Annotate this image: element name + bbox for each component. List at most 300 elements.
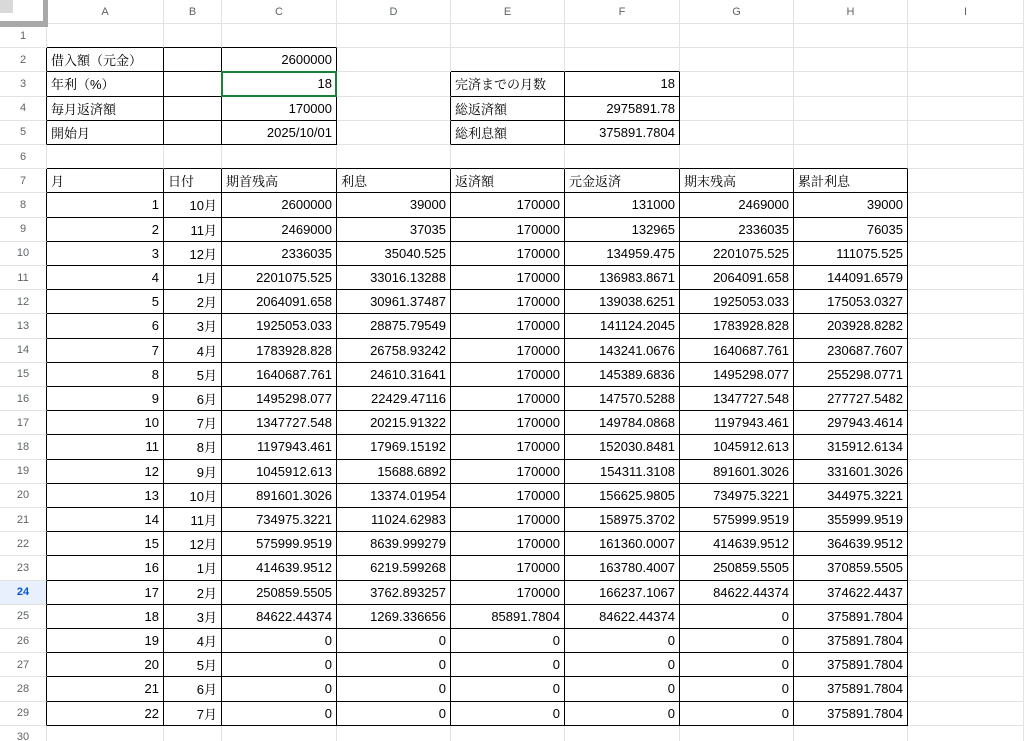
row-header-26[interactable]: 26	[0, 629, 47, 653]
cell-I25[interactable]	[908, 605, 1024, 629]
cell-F8[interactable]: 131000	[565, 193, 680, 217]
cell-C18[interactable]: 1197943.461	[222, 435, 337, 459]
row-header-13[interactable]: 13	[0, 314, 47, 338]
cell-E23[interactable]: 170000	[451, 556, 565, 580]
cell-I17[interactable]	[908, 411, 1024, 435]
cell-H13[interactable]: 203928.8282	[794, 314, 908, 338]
cell-H26[interactable]: 375891.7804	[794, 629, 908, 653]
cell-E24[interactable]: 170000	[451, 581, 565, 605]
cell-B10[interactable]: 12月	[164, 242, 222, 266]
cell-D14[interactable]: 26758.93242	[337, 339, 451, 363]
cell-D17[interactable]: 20215.91322	[337, 411, 451, 435]
cell-A17[interactable]: 10	[47, 411, 164, 435]
cell-I10[interactable]	[908, 242, 1024, 266]
cell-A1[interactable]	[47, 24, 164, 48]
cell-F19[interactable]: 154311.3108	[565, 460, 680, 484]
cell-H18[interactable]: 315912.6134	[794, 435, 908, 459]
cell-C3[interactable]: 18	[222, 72, 337, 96]
cell-C28[interactable]: 0	[222, 677, 337, 701]
cell-C10[interactable]: 2336035	[222, 242, 337, 266]
cell-H15[interactable]: 255298.0771	[794, 363, 908, 387]
cell-G12[interactable]: 1925053.033	[680, 290, 794, 314]
cell-E29[interactable]: 0	[451, 702, 565, 726]
cell-I24[interactable]	[908, 581, 1024, 605]
cell-A18[interactable]: 11	[47, 435, 164, 459]
cell-A8[interactable]: 1	[47, 193, 164, 217]
row-header-4[interactable]: 4	[0, 97, 47, 121]
cell-H3[interactable]	[794, 72, 908, 96]
cell-H7[interactable]: 累計利息	[794, 169, 908, 193]
cell-E21[interactable]: 170000	[451, 508, 565, 532]
cell-D13[interactable]: 28875.79549	[337, 314, 451, 338]
row-header-20[interactable]: 20	[0, 484, 47, 508]
cell-F26[interactable]: 0	[565, 629, 680, 653]
cell-F9[interactable]: 132965	[565, 218, 680, 242]
cell-G20[interactable]: 734975.3221	[680, 484, 794, 508]
cell-G15[interactable]: 1495298.077	[680, 363, 794, 387]
cell-C22[interactable]: 575999.9519	[222, 532, 337, 556]
column-header-F[interactable]: F	[565, 0, 680, 24]
cell-B21[interactable]: 11月	[164, 508, 222, 532]
cell-C16[interactable]: 1495298.077	[222, 387, 337, 411]
cell-G24[interactable]: 84622.44374	[680, 581, 794, 605]
cell-H29[interactable]: 375891.7804	[794, 702, 908, 726]
cell-A9[interactable]: 2	[47, 218, 164, 242]
cell-D26[interactable]: 0	[337, 629, 451, 653]
cell-D25[interactable]: 1269.336656	[337, 605, 451, 629]
cell-C8[interactable]: 2600000	[222, 193, 337, 217]
cell-F23[interactable]: 163780.4007	[565, 556, 680, 580]
cell-D21[interactable]: 11024.62983	[337, 508, 451, 532]
cell-E16[interactable]: 170000	[451, 387, 565, 411]
cell-E11[interactable]: 170000	[451, 266, 565, 290]
cell-A22[interactable]: 15	[47, 532, 164, 556]
cell-I7[interactable]	[908, 169, 1024, 193]
cell-G26[interactable]: 0	[680, 629, 794, 653]
cell-D16[interactable]: 22429.47116	[337, 387, 451, 411]
cell-E8[interactable]: 170000	[451, 193, 565, 217]
cell-G6[interactable]	[680, 145, 794, 169]
cell-C29[interactable]: 0	[222, 702, 337, 726]
row-header-24-active[interactable]: 24	[0, 581, 47, 605]
cell-G2[interactable]	[680, 48, 794, 72]
cell-F29[interactable]: 0	[565, 702, 680, 726]
cell-I9[interactable]	[908, 218, 1024, 242]
cell-C4[interactable]: 170000	[222, 97, 337, 121]
cell-G25[interactable]: 0	[680, 605, 794, 629]
column-header-I[interactable]: I	[908, 0, 1024, 24]
cell-A19[interactable]: 12	[47, 460, 164, 484]
column-header-E[interactable]: E	[451, 0, 565, 24]
cell-H1[interactable]	[794, 24, 908, 48]
cell-A16[interactable]: 9	[47, 387, 164, 411]
cell-G14[interactable]: 1640687.761	[680, 339, 794, 363]
row-header-11[interactable]: 11	[0, 266, 47, 290]
cell-F22[interactable]: 161360.0007	[565, 532, 680, 556]
cell-E28[interactable]: 0	[451, 677, 565, 701]
cell-G7[interactable]: 期末残高	[680, 169, 794, 193]
cell-G3[interactable]	[680, 72, 794, 96]
cell-D28[interactable]: 0	[337, 677, 451, 701]
cell-F27[interactable]: 0	[565, 653, 680, 677]
cell-I12[interactable]	[908, 290, 1024, 314]
cell-F15[interactable]: 145389.6836	[565, 363, 680, 387]
cell-E9[interactable]: 170000	[451, 218, 565, 242]
cell-B12[interactable]: 2月	[164, 290, 222, 314]
cell-D12[interactable]: 30961.37487	[337, 290, 451, 314]
column-header-B[interactable]: B	[164, 0, 222, 24]
cell-F1[interactable]	[565, 24, 680, 48]
row-header-28[interactable]: 28	[0, 677, 47, 701]
cell-I8[interactable]	[908, 193, 1024, 217]
cell-E19[interactable]: 170000	[451, 460, 565, 484]
cell-G11[interactable]: 2064091.658	[680, 266, 794, 290]
cell-H28[interactable]: 375891.7804	[794, 677, 908, 701]
cell-G30[interactable]	[680, 726, 794, 741]
cell-H23[interactable]: 370859.5505	[794, 556, 908, 580]
cell-H5[interactable]	[794, 121, 908, 145]
row-header-16[interactable]: 16	[0, 387, 47, 411]
cell-A27[interactable]: 20	[47, 653, 164, 677]
cell-C7[interactable]: 期首残高	[222, 169, 337, 193]
cell-F30[interactable]	[565, 726, 680, 741]
cell-E13[interactable]: 170000	[451, 314, 565, 338]
cell-A30[interactable]	[47, 726, 164, 741]
column-header-G[interactable]: G	[680, 0, 794, 24]
cell-H20[interactable]: 344975.3221	[794, 484, 908, 508]
cell-F14[interactable]: 143241.0676	[565, 339, 680, 363]
row-header-19[interactable]: 19	[0, 460, 47, 484]
cell-I29[interactable]	[908, 702, 1024, 726]
cell-C20[interactable]: 891601.3026	[222, 484, 337, 508]
cell-C1[interactable]	[222, 24, 337, 48]
cell-D7[interactable]: 利息	[337, 169, 451, 193]
cell-A11[interactable]: 4	[47, 266, 164, 290]
cell-A28[interactable]: 21	[47, 677, 164, 701]
cell-D15[interactable]: 24610.31641	[337, 363, 451, 387]
row-header-7[interactable]: 7	[0, 169, 47, 193]
cell-G29[interactable]: 0	[680, 702, 794, 726]
cell-H24[interactable]: 374622.4437	[794, 581, 908, 605]
cell-B22[interactable]: 12月	[164, 532, 222, 556]
column-header-A[interactable]: A	[47, 0, 164, 24]
cell-B17[interactable]: 7月	[164, 411, 222, 435]
cell-C25[interactable]: 84622.44374	[222, 605, 337, 629]
cell-H30[interactable]	[794, 726, 908, 741]
row-header-21[interactable]: 21	[0, 508, 47, 532]
cell-G18[interactable]: 1045912.613	[680, 435, 794, 459]
cell-F18[interactable]: 152030.8481	[565, 435, 680, 459]
cell-D9[interactable]: 37035	[337, 218, 451, 242]
cell-C5[interactable]: 2025/10/01	[222, 121, 337, 145]
cell-E4[interactable]: 総返済額	[451, 97, 565, 121]
row-header-17[interactable]: 17	[0, 411, 47, 435]
cell-F6[interactable]	[565, 145, 680, 169]
cell-A5[interactable]: 開始月	[47, 121, 164, 145]
cell-I20[interactable]	[908, 484, 1024, 508]
cell-F5[interactable]: 375891.7804	[565, 121, 680, 145]
cell-I27[interactable]	[908, 653, 1024, 677]
cell-H17[interactable]: 297943.4614	[794, 411, 908, 435]
cell-B1[interactable]	[164, 24, 222, 48]
row-header-18[interactable]: 18	[0, 435, 47, 459]
row-header-27[interactable]: 27	[0, 653, 47, 677]
cell-D6[interactable]	[337, 145, 451, 169]
cell-H12[interactable]: 175053.0327	[794, 290, 908, 314]
cell-I30[interactable]	[908, 726, 1024, 741]
cell-A25[interactable]: 18	[47, 605, 164, 629]
cell-B16[interactable]: 6月	[164, 387, 222, 411]
cell-B5[interactable]	[164, 121, 222, 145]
cell-G28[interactable]: 0	[680, 677, 794, 701]
cell-C13[interactable]: 1925053.033	[222, 314, 337, 338]
cell-E27[interactable]: 0	[451, 653, 565, 677]
cell-C2[interactable]: 2600000	[222, 48, 337, 72]
cell-F11[interactable]: 136983.8671	[565, 266, 680, 290]
cell-B27[interactable]: 5月	[164, 653, 222, 677]
cell-I15[interactable]	[908, 363, 1024, 387]
cell-B29[interactable]: 7月	[164, 702, 222, 726]
cell-I22[interactable]	[908, 532, 1024, 556]
cell-D19[interactable]: 15688.6892	[337, 460, 451, 484]
cell-B18[interactable]: 8月	[164, 435, 222, 459]
row-header-15[interactable]: 15	[0, 363, 47, 387]
cell-F21[interactable]: 158975.3702	[565, 508, 680, 532]
cell-C26[interactable]: 0	[222, 629, 337, 653]
cell-A13[interactable]: 6	[47, 314, 164, 338]
cell-C19[interactable]: 1045912.613	[222, 460, 337, 484]
cell-A20[interactable]: 13	[47, 484, 164, 508]
cell-D3[interactable]	[337, 72, 451, 96]
cell-E10[interactable]: 170000	[451, 242, 565, 266]
cell-E25[interactable]: 85891.7804	[451, 605, 565, 629]
cell-H14[interactable]: 230687.7607	[794, 339, 908, 363]
cell-D27[interactable]: 0	[337, 653, 451, 677]
cell-H4[interactable]	[794, 97, 908, 121]
cell-F13[interactable]: 141124.2045	[565, 314, 680, 338]
cell-G21[interactable]: 575999.9519	[680, 508, 794, 532]
cell-D29[interactable]: 0	[337, 702, 451, 726]
cell-I14[interactable]	[908, 339, 1024, 363]
cell-B11[interactable]: 1月	[164, 266, 222, 290]
cell-G27[interactable]: 0	[680, 653, 794, 677]
cell-E17[interactable]: 170000	[451, 411, 565, 435]
cell-H22[interactable]: 364639.9512	[794, 532, 908, 556]
cell-G9[interactable]: 2336035	[680, 218, 794, 242]
cell-F25[interactable]: 84622.44374	[565, 605, 680, 629]
cell-E5[interactable]: 総利息額	[451, 121, 565, 145]
cell-I13[interactable]	[908, 314, 1024, 338]
column-header-C[interactable]: C	[222, 0, 337, 24]
column-header-H[interactable]: H	[794, 0, 908, 24]
cell-C11[interactable]: 2201075.525	[222, 266, 337, 290]
cell-A4[interactable]: 毎月返済額	[47, 97, 164, 121]
cell-D18[interactable]: 17969.15192	[337, 435, 451, 459]
cell-B14[interactable]: 4月	[164, 339, 222, 363]
cell-G17[interactable]: 1197943.461	[680, 411, 794, 435]
cell-F4[interactable]: 2975891.78	[565, 97, 680, 121]
cell-H8[interactable]: 39000	[794, 193, 908, 217]
cell-G23[interactable]: 250859.5505	[680, 556, 794, 580]
cell-H10[interactable]: 111075.525	[794, 242, 908, 266]
cell-B3[interactable]	[164, 72, 222, 96]
cell-B28[interactable]: 6月	[164, 677, 222, 701]
cell-B13[interactable]: 3月	[164, 314, 222, 338]
cell-H27[interactable]: 375891.7804	[794, 653, 908, 677]
cell-C23[interactable]: 414639.9512	[222, 556, 337, 580]
column-header-D[interactable]: D	[337, 0, 451, 24]
row-header-8[interactable]: 8	[0, 193, 47, 217]
cell-D11[interactable]: 33016.13288	[337, 266, 451, 290]
cell-H2[interactable]	[794, 48, 908, 72]
cell-I3[interactable]	[908, 72, 1024, 96]
cell-F10[interactable]: 134959.475	[565, 242, 680, 266]
cell-E30[interactable]	[451, 726, 565, 741]
cell-B25[interactable]: 3月	[164, 605, 222, 629]
cell-B15[interactable]: 5月	[164, 363, 222, 387]
cell-I28[interactable]	[908, 677, 1024, 701]
row-header-29[interactable]: 29	[0, 702, 47, 726]
cell-E20[interactable]: 170000	[451, 484, 565, 508]
row-header-1[interactable]: 1	[0, 24, 47, 48]
cell-H6[interactable]	[794, 145, 908, 169]
cell-E1[interactable]	[451, 24, 565, 48]
cell-C30[interactable]	[222, 726, 337, 741]
cell-F28[interactable]: 0	[565, 677, 680, 701]
cell-F3[interactable]: 18	[565, 72, 680, 96]
cell-E22[interactable]: 170000	[451, 532, 565, 556]
cell-D2[interactable]	[337, 48, 451, 72]
cell-E14[interactable]: 170000	[451, 339, 565, 363]
cell-I23[interactable]	[908, 556, 1024, 580]
cell-B26[interactable]: 4月	[164, 629, 222, 653]
cell-H25[interactable]: 375891.7804	[794, 605, 908, 629]
cell-B7[interactable]: 日付	[164, 169, 222, 193]
row-header-2[interactable]: 2	[0, 48, 47, 72]
cell-F12[interactable]: 139038.6251	[565, 290, 680, 314]
cell-G22[interactable]: 414639.9512	[680, 532, 794, 556]
cell-D30[interactable]	[337, 726, 451, 741]
cell-D4[interactable]	[337, 97, 451, 121]
cell-F24[interactable]: 166237.1067	[565, 581, 680, 605]
cell-A2[interactable]: 借入額（元金）	[47, 48, 164, 72]
cell-B24[interactable]: 2月	[164, 581, 222, 605]
cell-C15[interactable]: 1640687.761	[222, 363, 337, 387]
cell-F17[interactable]: 149784.0868	[565, 411, 680, 435]
cell-G8[interactable]: 2469000	[680, 193, 794, 217]
row-header-14[interactable]: 14	[0, 339, 47, 363]
cell-G4[interactable]	[680, 97, 794, 121]
cell-B23[interactable]: 1月	[164, 556, 222, 580]
cell-H11[interactable]: 144091.6579	[794, 266, 908, 290]
cell-D22[interactable]: 8639.999279	[337, 532, 451, 556]
cell-E7[interactable]: 返済額	[451, 169, 565, 193]
cell-A21[interactable]: 14	[47, 508, 164, 532]
select-all-corner[interactable]	[0, 0, 47, 24]
cell-C9[interactable]: 2469000	[222, 218, 337, 242]
cell-D10[interactable]: 35040.525	[337, 242, 451, 266]
cell-E6[interactable]	[451, 145, 565, 169]
row-header-6[interactable]: 6	[0, 145, 47, 169]
cell-I26[interactable]	[908, 629, 1024, 653]
cell-I6[interactable]	[908, 145, 1024, 169]
cell-F2[interactable]	[565, 48, 680, 72]
cell-D24[interactable]: 3762.893257	[337, 581, 451, 605]
cell-A10[interactable]: 3	[47, 242, 164, 266]
row-header-22[interactable]: 22	[0, 532, 47, 556]
cell-B20[interactable]: 10月	[164, 484, 222, 508]
cell-C24[interactable]: 250859.5505	[222, 581, 337, 605]
cell-H9[interactable]: 76035	[794, 218, 908, 242]
row-header-25[interactable]: 25	[0, 605, 47, 629]
cell-H16[interactable]: 277727.5482	[794, 387, 908, 411]
cell-A3[interactable]: 年利（%）	[47, 72, 164, 96]
cell-A23[interactable]: 16	[47, 556, 164, 580]
cell-I19[interactable]	[908, 460, 1024, 484]
cell-I18[interactable]	[908, 435, 1024, 459]
cell-G10[interactable]: 2201075.525	[680, 242, 794, 266]
cell-B4[interactable]	[164, 97, 222, 121]
cell-E12[interactable]: 170000	[451, 290, 565, 314]
cell-C6[interactable]	[222, 145, 337, 169]
cell-B8[interactable]: 10月	[164, 193, 222, 217]
cell-D8[interactable]: 39000	[337, 193, 451, 217]
cell-G19[interactable]: 891601.3026	[680, 460, 794, 484]
cell-G5[interactable]	[680, 121, 794, 145]
cell-G1[interactable]	[680, 24, 794, 48]
cell-C21[interactable]: 734975.3221	[222, 508, 337, 532]
cell-H19[interactable]: 331601.3026	[794, 460, 908, 484]
cell-B9[interactable]: 11月	[164, 218, 222, 242]
cell-I11[interactable]	[908, 266, 1024, 290]
row-header-9[interactable]: 9	[0, 218, 47, 242]
cell-A14[interactable]: 7	[47, 339, 164, 363]
row-header-3[interactable]: 3	[0, 72, 47, 96]
cell-A12[interactable]: 5	[47, 290, 164, 314]
cell-D5[interactable]	[337, 121, 451, 145]
row-header-5[interactable]: 5	[0, 121, 47, 145]
cell-D1[interactable]	[337, 24, 451, 48]
cell-A29[interactable]: 22	[47, 702, 164, 726]
row-header-30[interactable]: 30	[0, 726, 47, 741]
cell-E18[interactable]: 170000	[451, 435, 565, 459]
cell-A6[interactable]	[47, 145, 164, 169]
cell-F20[interactable]: 156625.9805	[565, 484, 680, 508]
cell-I1[interactable]	[908, 24, 1024, 48]
cell-C27[interactable]: 0	[222, 653, 337, 677]
cell-E2[interactable]	[451, 48, 565, 72]
cell-I16[interactable]	[908, 387, 1024, 411]
cell-C12[interactable]: 2064091.658	[222, 290, 337, 314]
cell-B6[interactable]	[164, 145, 222, 169]
cell-B2[interactable]	[164, 48, 222, 72]
cell-E26[interactable]: 0	[451, 629, 565, 653]
cell-D20[interactable]: 13374.01954	[337, 484, 451, 508]
cell-I2[interactable]	[908, 48, 1024, 72]
cell-E3[interactable]: 完済までの月数	[451, 72, 565, 96]
cell-C14[interactable]: 1783928.828	[222, 339, 337, 363]
cell-I4[interactable]	[908, 97, 1024, 121]
cell-A24[interactable]: 17	[47, 581, 164, 605]
cell-F7[interactable]: 元金返済	[565, 169, 680, 193]
cell-A26[interactable]: 19	[47, 629, 164, 653]
cell-D23[interactable]: 6219.599268	[337, 556, 451, 580]
cell-B19[interactable]: 9月	[164, 460, 222, 484]
cell-E15[interactable]: 170000	[451, 363, 565, 387]
row-header-10[interactable]: 10	[0, 242, 47, 266]
cell-B30[interactable]	[164, 726, 222, 741]
row-header-23[interactable]: 23	[0, 556, 47, 580]
